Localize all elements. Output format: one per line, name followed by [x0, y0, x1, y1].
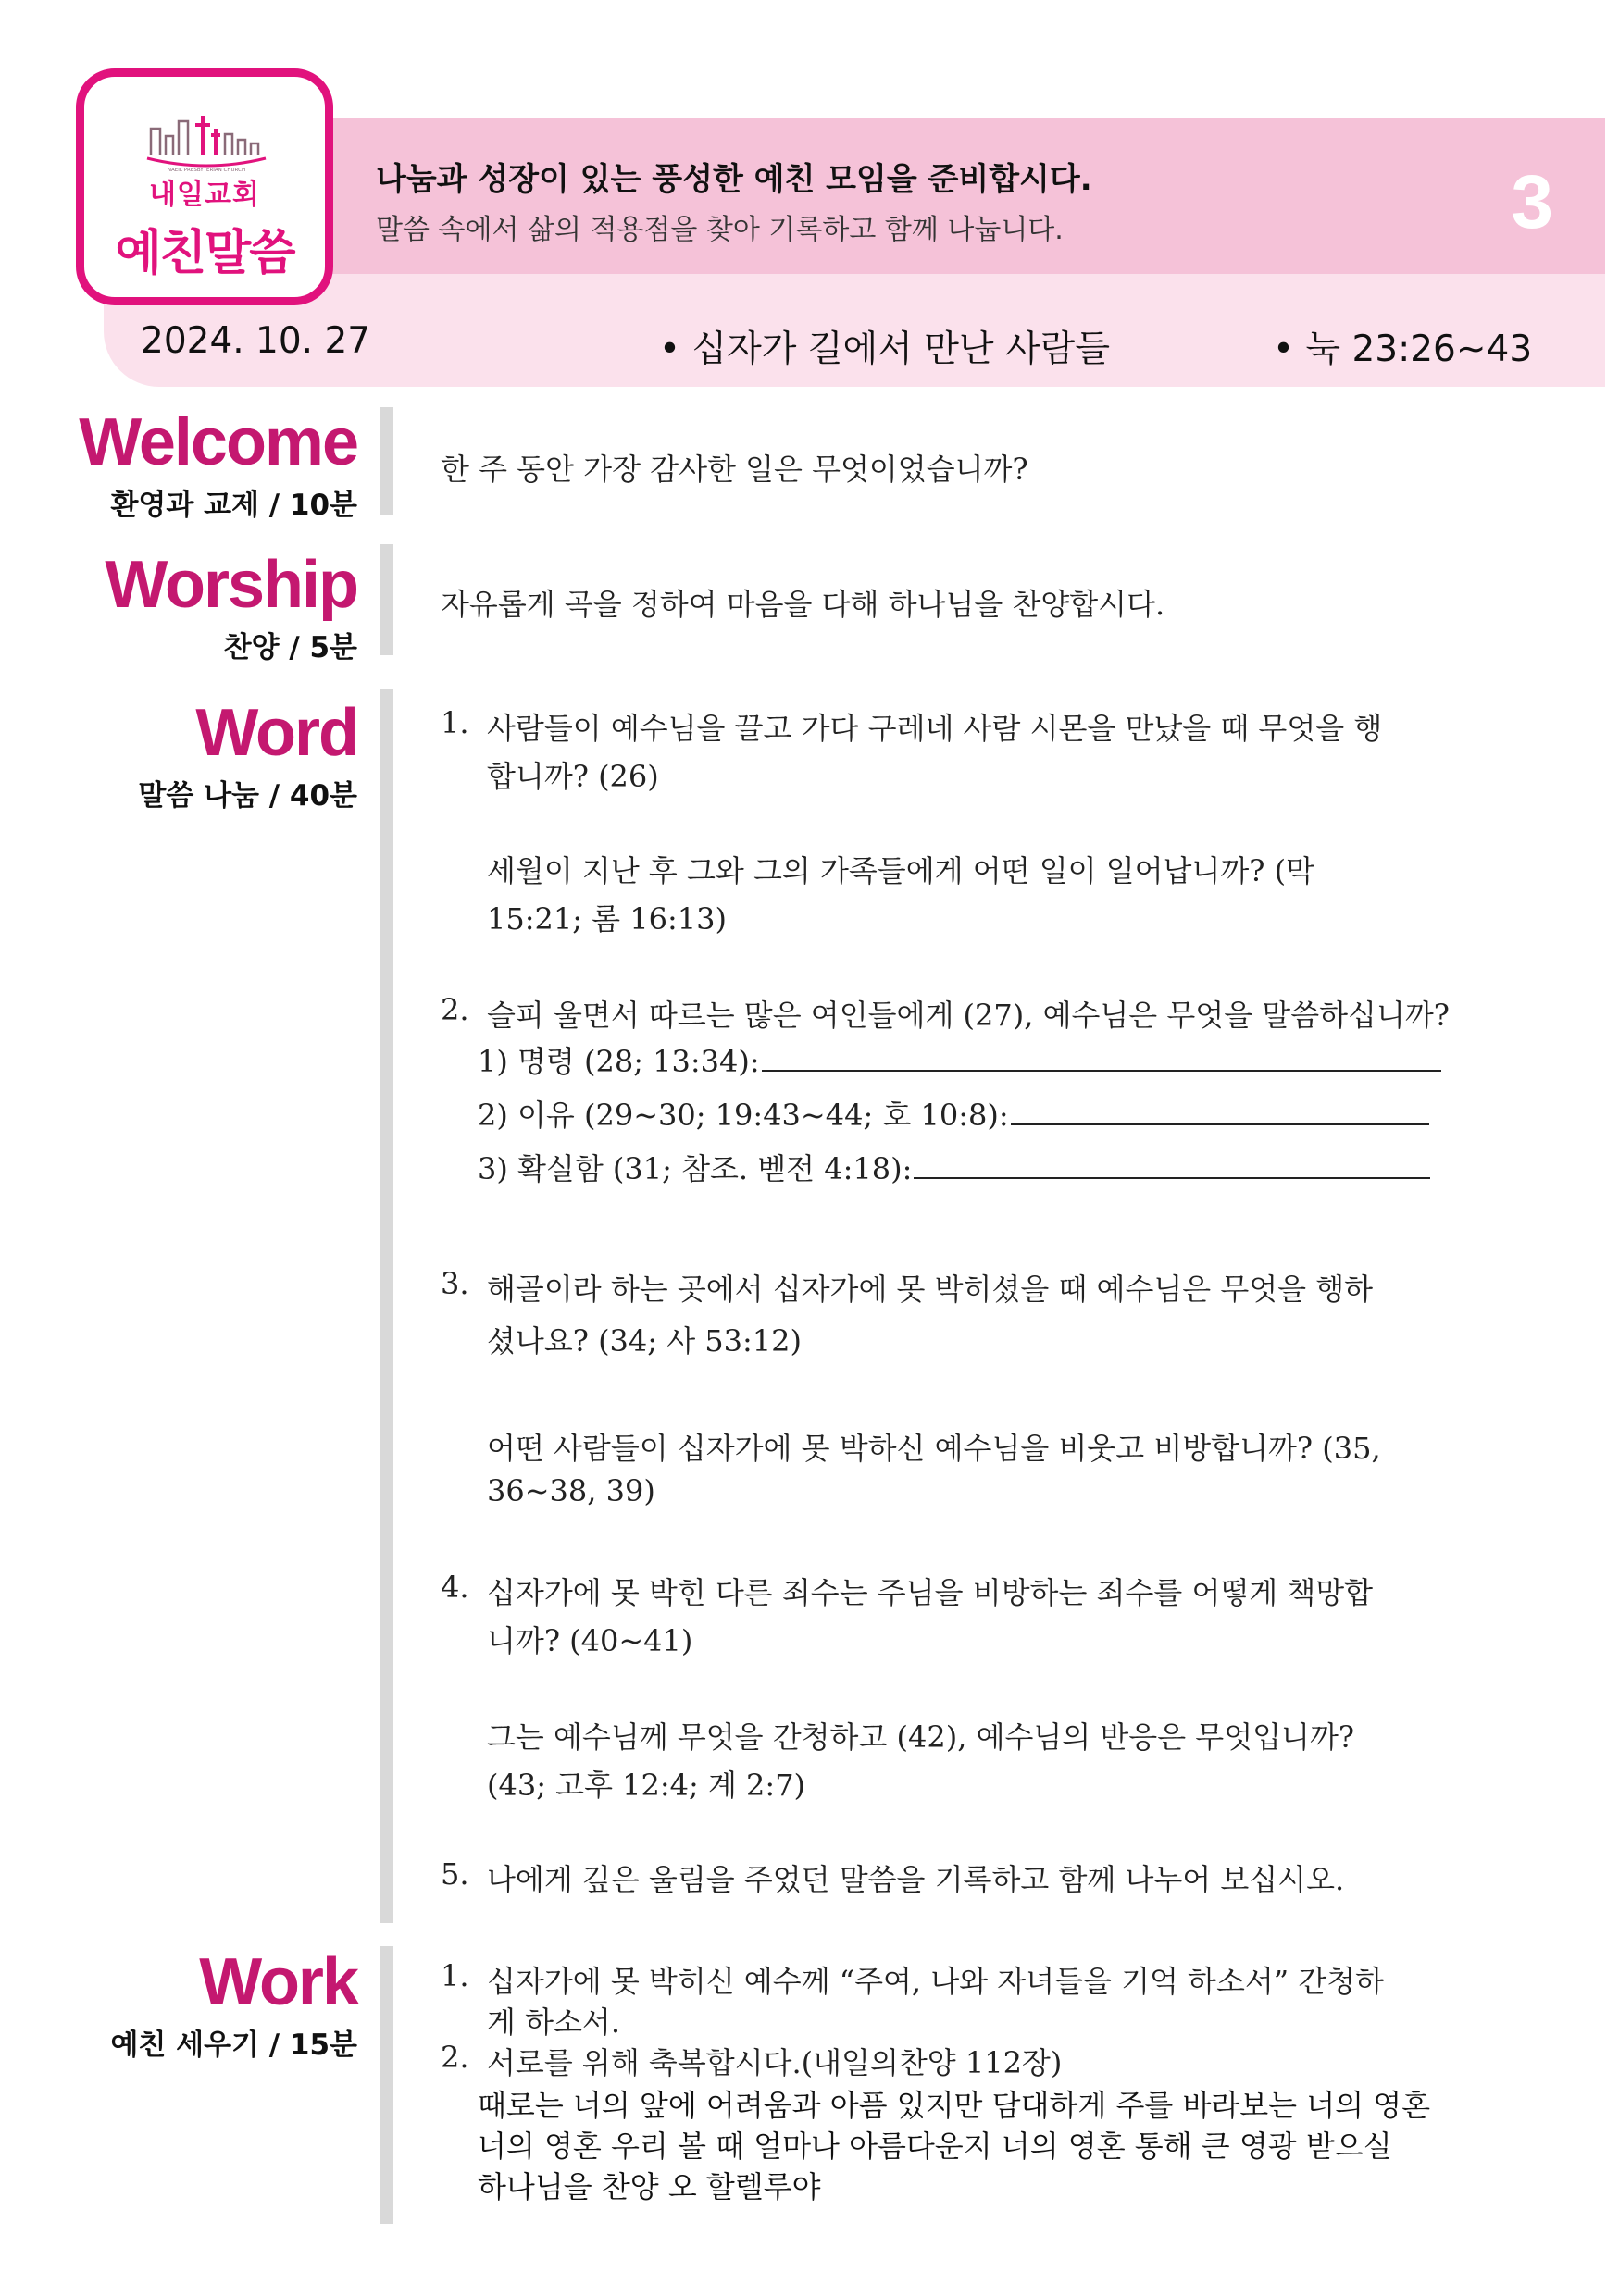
logo-title: 예친말씀	[115, 226, 294, 281]
question-1-line1: 사람들이 예수님을 끌고 가다 구레네 사람 시몬을 만났을 때 무엇을 행	[487, 711, 1383, 746]
question-1-line2: 합니까? (26)	[487, 759, 659, 794]
worship-subtitle: 찬양 / 5분	[223, 631, 357, 664]
banner-headline: 나눔과 성장이 있는 풍성한 예친 모임을 준비합시다.	[376, 161, 1092, 198]
logo-church-name: 내일교회	[149, 179, 260, 211]
question-3-number: 3.	[441, 1266, 469, 1301]
answer-row-command	[478, 1038, 1441, 1081]
question-3b-line2: 36~38, 39)	[487, 1473, 655, 1508]
worship-heading	[105, 548, 357, 665]
work-item-1-line2: 게 하소서.	[487, 2004, 620, 2040]
church-skyline-icon	[145, 108, 268, 173]
answer-label-reason: 2) 이유 (29~30; 19:43~44; 호 10:8):	[478, 1098, 1009, 1133]
work-item-2-number: 2.	[441, 2040, 469, 2075]
answer-blank-reason[interactable]	[1011, 1094, 1429, 1125]
question-3-line2: 셨나요? (34; 사 53:12)	[487, 1323, 803, 1359]
banner-subline: 말씀 속에서 삶의 적용점을 찾아 기록하고 함께 나눕니다.	[376, 214, 1064, 246]
work-item-2-line1: 서로를 위해 축복합시다.(내일의찬양 112장)	[487, 2045, 1063, 2080]
work-subtitle: 예친 세우기 / 15분	[110, 2029, 357, 2062]
work-item-1-number: 1.	[441, 1958, 469, 1993]
work-divider	[380, 1946, 393, 2224]
work-heading	[110, 1945, 357, 2063]
page-number: 3	[1511, 160, 1553, 244]
word-heading	[138, 696, 357, 813]
question-4-line1: 십자가에 못 박힌 다른 죄수는 주님을 비방하는 죄수를 어떻게 책망합	[487, 1575, 1374, 1610]
word-title: Word	[195, 696, 357, 770]
question-2-number: 2.	[441, 992, 469, 1027]
answer-label-command: 1) 명령 (28; 13:34):	[478, 1044, 760, 1079]
welcome-heading	[79, 405, 357, 523]
logo-english-text: NAEIL PRESBYTERIAN CHURCH	[167, 168, 246, 173]
question-3b-line1: 어떤 사람들이 십자가에 못 박하신 예수님을 비웃고 비방합니까? (35,	[487, 1431, 1381, 1466]
question-5-line1: 나에게 깊은 울림을 주었던 말씀을 기록하고 함께 나누어 보십시오.	[487, 1862, 1345, 1897]
worship-divider	[380, 544, 393, 655]
sermon-title: • 십자가 길에서 만난 사람들	[659, 329, 1111, 370]
hymn-lyric-line: 때로는 너의 앞에 어려움과 아픔 있지만 담대하게 주를 바라보는 너의 영혼	[478, 2088, 1431, 2123]
question-5-number: 5.	[441, 1856, 469, 1892]
question-1b-line1: 세월이 지난 후 그와 그의 가족들에게 어떤 일이 일어납니까? (막	[487, 853, 1314, 888]
header-banner	[315, 118, 1605, 274]
welcome-subtitle: 환영과 교제 / 10분	[110, 489, 357, 522]
answer-blank-certainty[interactable]	[914, 1148, 1430, 1179]
scripture-reference: • 눅 23:26~43	[1273, 329, 1533, 370]
church-logo-badge	[76, 68, 333, 305]
welcome-divider	[380, 407, 393, 515]
work-title: Work	[199, 1945, 357, 2019]
hymn-lyric-line: 하나님을 찬양 오 할렐루야	[478, 2169, 821, 2204]
worship-text: 자유롭게 곡을 정하여 마음을 다해 하나님을 찬양합시다.	[441, 587, 1165, 622]
question-1b-line2: 15:21; 롬 16:13)	[487, 901, 727, 937]
question-3-line1: 해골이라 하는 곳에서 십자가에 못 박히셨을 때 예수님은 무엇을 행하	[487, 1272, 1374, 1307]
word-divider	[380, 689, 393, 1923]
worship-title: Worship	[105, 548, 357, 622]
sermon-date: 2024. 10. 27	[141, 320, 371, 362]
question-4b-line2: (43; 고후 12:4; 계 2:7)	[487, 1768, 806, 1803]
hymn-lyric-line: 너의 영혼 우리 볼 때 얼마나 아름다운지 너의 영혼 통해 큰 영광 받으실	[478, 2128, 1392, 2164]
work-item-1-line1: 십자가에 못 박히신 예수께 “주여, 나와 자녀들을 기억 하소서” 간청하	[487, 1964, 1385, 1999]
answer-blank-command[interactable]	[762, 1040, 1441, 1072]
answer-label-certainty: 3) 확실함 (31; 참조. 벧전 4:18):	[478, 1151, 913, 1186]
question-1-number: 1.	[441, 705, 469, 740]
word-subtitle: 말씀 나눔 / 40분	[138, 779, 357, 813]
answer-row-certainty	[478, 1146, 1430, 1188]
sermon-info-bar	[104, 274, 1605, 387]
welcome-title: Welcome	[79, 405, 357, 479]
question-2-line1: 슬피 울면서 따르는 많은 여인들에게 (27), 예수님은 무엇을 말씀하십니까?	[487, 998, 1450, 1033]
answer-row-reason	[478, 1092, 1429, 1135]
question-4b-line1: 그는 예수님께 무엇을 간청하고 (42), 예수님의 반응은 무엇입니까?	[487, 1719, 1355, 1755]
question-4-number: 4.	[441, 1570, 469, 1605]
welcome-text: 한 주 동안 가장 감사한 일은 무엇이었습니까?	[441, 452, 1028, 487]
question-4-line2: 니까? (40~41)	[487, 1623, 693, 1658]
